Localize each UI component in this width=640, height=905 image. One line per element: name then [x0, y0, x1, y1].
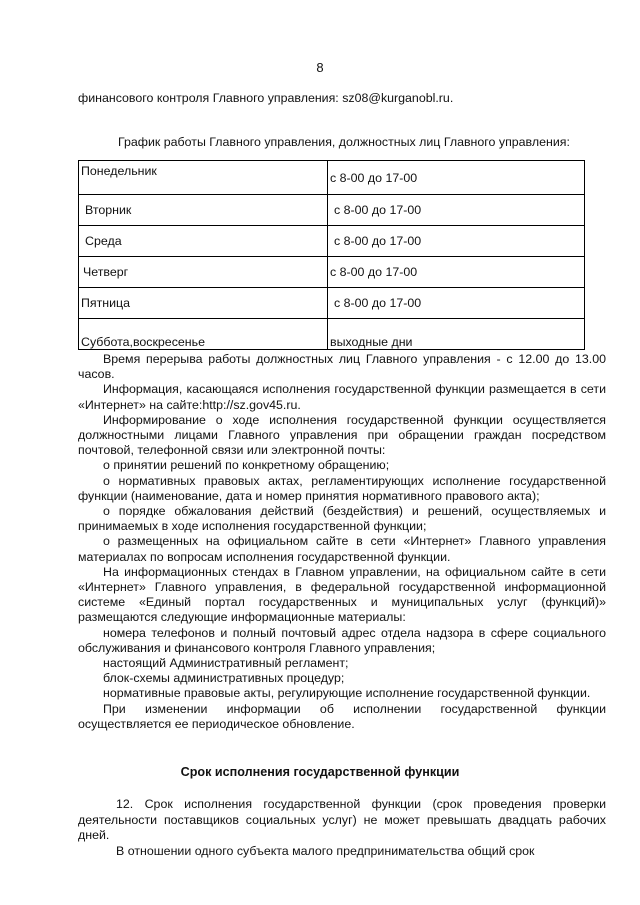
paragraph-update: При изменении информации об исполнении государственной функции осуществляется ее периодическое обновление. — [78, 701, 606, 731]
day-cell: Понедельник — [79, 161, 328, 195]
list-item: о размещенных на официальном сайте в сети «Интернет» Главного управления материалах по вопросам исполнения государственной функции. — [78, 534, 606, 564]
hours-cell: с 8-00 до 17-00 — [328, 161, 585, 195]
day-cell: Пятница — [79, 288, 328, 319]
hours-cell: выходные дни — [328, 319, 585, 350]
day-cell: Суббота,воскресенье — [79, 319, 328, 350]
paragraph-website: Информация, касающаяся исполнения государственной функции размещается в сети «Интернет» на сайте:http://sz.gov45.ru. — [78, 382, 606, 412]
table-row — [79, 161, 585, 195]
paragraph-stands: На информационных стендах в Главном управлении, на официальном сайте в сети «Интернет» Главного управления, в федеральной государственной информационной системе «Единый портал государственных и муниципальных услуг (функций)» размещаются следующие информационные материалы: — [78, 564, 606, 625]
day-cell: Среда — [79, 226, 328, 257]
list-item: настоящий Административный регламент; — [103, 656, 349, 671]
list-item: о порядке обжалования действий (бездействия) и решений, осуществляемых и принимаемых в ходе исполнения государственной функции; — [78, 504, 606, 534]
list-item: о нормативных правовых актах, регламентирующих исполнение государственной функции (наименование, дата и номер принятия нормативного правового акта); — [78, 473, 606, 503]
hours-cell: с 8-00 до 17-00 — [328, 195, 585, 226]
schedule-table — [78, 160, 585, 350]
hours-cell: с 8-00 до 17-00 — [328, 226, 585, 257]
term-section — [78, 797, 606, 859]
paragraph-small-business: В отношении одного субъекта малого предпринимательства общий срок — [116, 843, 535, 858]
day-cell: Вторник — [79, 195, 328, 226]
table-row — [79, 288, 585, 319]
table-row — [79, 257, 585, 288]
table-row — [79, 319, 585, 350]
list-item: номера телефонов и полный почтовый адрес отдела надзора в сфере социального обслуживания и финансового контроля Главного управления; — [78, 625, 606, 655]
section-heading: Срок исполнения государственной функции — [180, 765, 460, 779]
continuation-line: финансового контроля Главного управления: sz08@kurganobl.ru. — [78, 91, 454, 105]
information-section — [78, 352, 606, 732]
paragraph-informing: Информирование о ходе исполнения государственной функции осуществляется должностными лицами Главного управления при обращении граждан посредством почтовой, телефонной связи или электронной почты: — [78, 412, 606, 458]
list-item: блок-схемы административных процедур; — [103, 671, 345, 686]
page-number: 8 — [316, 60, 324, 75]
paragraph-term: 12. Срок исполнения государственной функции (срок проведения проверки деятельности поставщиков социальных услуг) не может превышать двадцать рабочих дней. — [78, 797, 606, 842]
hours-cell: с 8-00 до 17-00 — [328, 288, 585, 319]
table-row — [79, 226, 585, 257]
day-cell: Четверг — [79, 257, 328, 288]
list-item: нормативные правовые акты, регулирующие исполнение государственной функции. — [103, 686, 591, 701]
paragraph-break-time: Время перерыва работы должностных лиц Главного управления - с 12.00 до 13.00 часов. — [78, 352, 606, 382]
schedule-caption: График работы Главного управления, должностных лиц Главного управления: — [118, 135, 570, 149]
hours-cell: с 8-00 до 17-00 — [328, 257, 585, 288]
table-row — [79, 195, 585, 226]
list-item: о принятии решений по конкретному обращению; — [103, 458, 390, 473]
